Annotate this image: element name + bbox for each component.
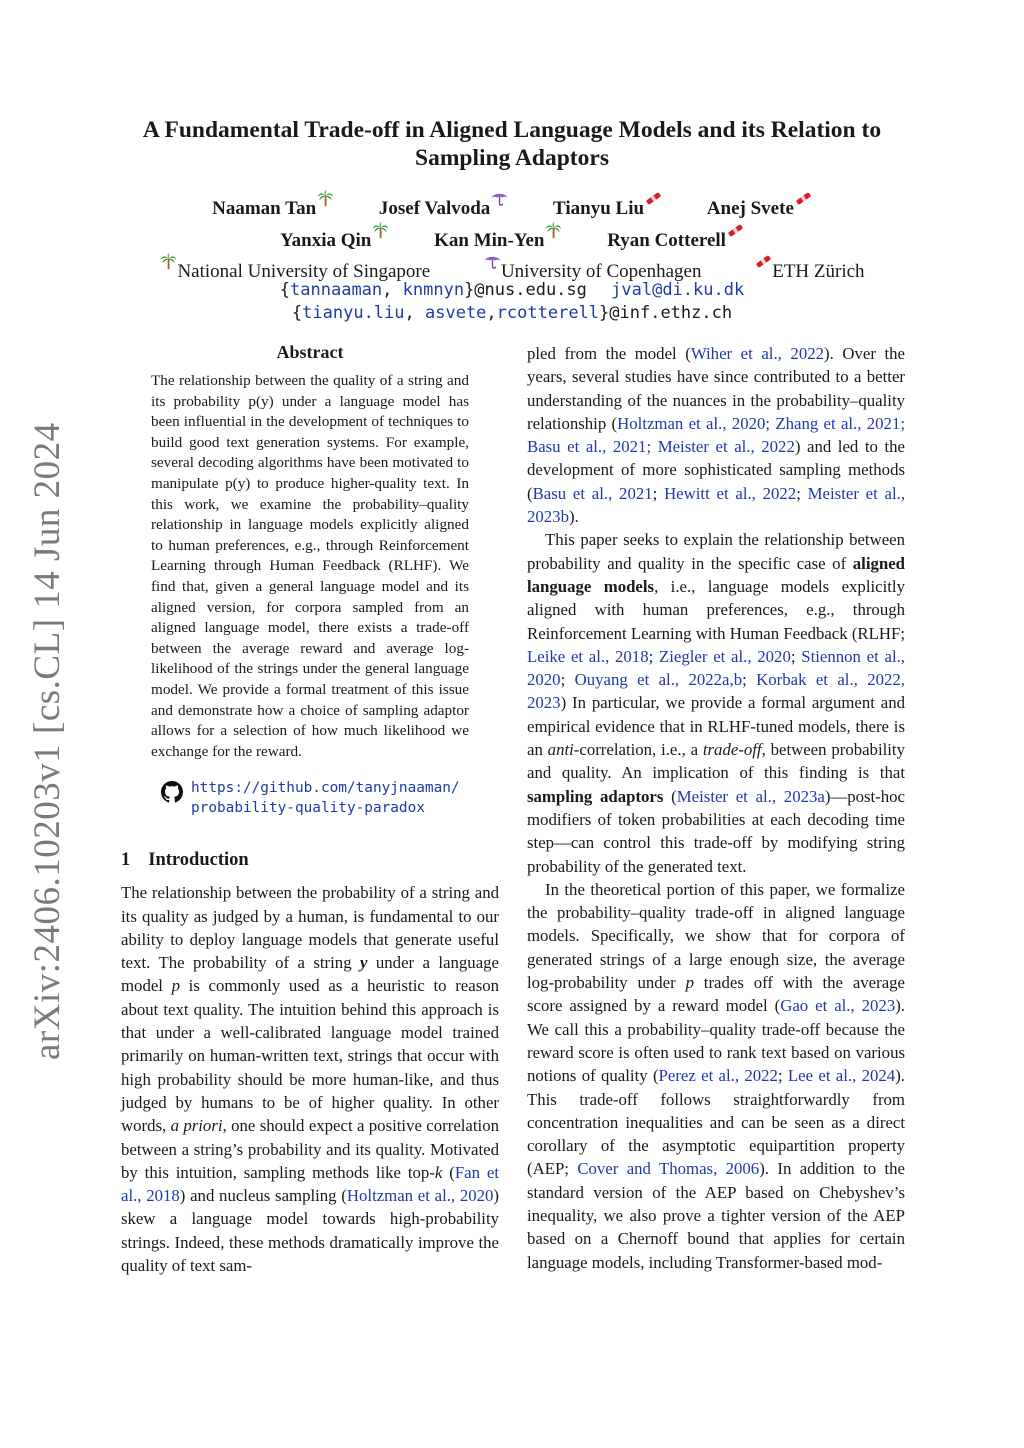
citation-link[interactable]: Leike et al., 2018 <box>527 646 649 666</box>
citation-link[interactable]: Meister et al., 2022 <box>657 437 795 457</box>
email-link[interactable]: asvete <box>425 303 487 323</box>
arxiv-identifier: arXiv:2406.10203v1 [cs.CL] 14 Jun 2024 <box>27 422 68 1060</box>
author: Naaman Tan <box>212 198 334 219</box>
citation-link[interactable]: Meister et al., 2023b <box>527 483 906 527</box>
repo-url-line-2[interactable]: probability-quality-paradox <box>191 800 425 817</box>
right-column <box>527 342 905 1274</box>
affiliation: University of Copenhagen <box>483 261 702 282</box>
citation-link[interactable]: Wiher et al., 2022 <box>690 344 824 363</box>
umbrella-icon <box>491 190 508 207</box>
email-link[interactable]: tannaaman <box>290 280 383 300</box>
email-link[interactable]: rcotterell <box>496 303 600 323</box>
email-link[interactable]: knmnyn <box>402 280 465 300</box>
abstract-heading: Abstract <box>276 342 344 362</box>
citation-link[interactable]: Korbak et al., 2022, 2023 <box>527 670 905 713</box>
author: Anej Svete <box>707 198 812 219</box>
abstract-text: The relationship between the quality of a string and its probability p(y) under a language model has been influential in the development of techniques to build good text generation systems. For example, several decoding algorithms have been motivated to manipulate p(y) to produce higher-quality text. In this work, we examine the probability–quality relationship in language models explicitly aligned to human preferences, e.g., through Reinforcement Learning through Human Feedback (RLHF). We find that, given a general language model and its aligned version, for corpora sampled from an aligned language model, there exists a trade-off between the average reward and average log-likelihood of the strings under the general language model. We provide a formal treatment of this issue and demonstrate how a choice of sampling adaptor allows for a selection of how much likelihood we exchange for the reward. <box>151 372 469 760</box>
emails-row-1: {tannaaman, knmnyn}@nus.edu.sg jval@di.ku.dk <box>279 280 745 300</box>
section-heading-introduction: 1 Introduction <box>121 850 249 871</box>
github-icon <box>161 778 183 803</box>
title-line-1: A Fundamental Trade-off in Aligned Language Models and its Relation to <box>142 117 882 143</box>
author: Tianyu Liu <box>553 198 662 219</box>
title-line-2: Sampling Adaptors <box>415 145 609 171</box>
email-link[interactable]: tianyu.liu <box>302 303 405 323</box>
author: Yanxia Qin <box>280 230 389 251</box>
citation-link[interactable]: Holtzman et al., 2020 <box>346 1186 494 1206</box>
author: Josef Valvoda <box>379 198 508 219</box>
left-column <box>121 340 499 1277</box>
repository-link[interactable] <box>161 778 499 818</box>
citation-link[interactable]: Gao et al., 2023 <box>780 996 896 1016</box>
palm-tree-icon <box>545 222 562 239</box>
paper-title <box>100 116 924 172</box>
intro-paragraph-1: The relationship between the probability of a string and its quality as judged by a human, is fundamental to our ability to deploy language models that generate useful text. The probability of a string y under a language model p is commonly used as a heuristic to reason about text quality. The intuition behind this approach is that under a well-calibrated language model trained primarily on human-written text, strings that occur with high probability should be more human-like, and thus judged by humans to be of higher quality. In other words, a priori, one should expect a positive correlation between a string’s probability and its quality. Motivated by this intuition, sampling methods like top-k (Fan et al., 2018) and nucleus sampling (Holtzman et al., 2020) skew a language model towards high-probability strings. Indeed, these methods dramatically improve the quality of text sam- <box>121 883 500 1276</box>
citation-link[interactable]: Basu et al., 2021 <box>532 483 653 503</box>
email-link[interactable]: jval@di.ku.dk <box>611 280 745 300</box>
palm-tree-icon <box>317 190 334 207</box>
eth-flag-icon <box>755 253 772 270</box>
eth-flag-icon <box>727 222 744 239</box>
umbrella-icon <box>484 253 501 270</box>
citation-link[interactable]: Meister et al., 2023a <box>676 786 825 806</box>
intro-paragraph-2: This paper seeks to explain the relationship between probability and quality in the specific case of aligned language models, i.e., language models explicitly aligned with human preferences, e.g., through Reinforcement Learning with Human Feedback (RLHF; Leike et al., 2018; Ziegler et al., 2020; Stiennon et al., 2020; Ouyang et al., 2022a,b; Korbak et al., 2022, 2023) In particular, we provide a formal argument and empirical evidence that in RLHF-tuned models, there is an anti-correlation, i.e., a trade-off, between probability and quality. An implication of this finding is that sampling adaptors (Meister et al., 2023a)—post-hoc modifiers of token probabilities at each decoding time step—can control this trade-off by modifying string probability of the generated text. <box>527 530 906 876</box>
citation-link[interactable]: Ouyang et al., 2022a,b <box>574 670 743 690</box>
intro-paragraph-1-continued: pled from the model (Wiher et al., 2022). Over the years, several studies have since contributed to a better understanding of the nuances in the probability–quality relationship (Holtzman et al., 2020; Zhang et al., 2021; Basu et al., 2021; Meister et al., 2022) and led to the development of more sophisticated sampling methods (Basu et al., 2021; Hewitt et al., 2022; Meister et al., 2023b). <box>527 344 906 527</box>
citation-link[interactable]: Lee et al., 2024 <box>787 1066 896 1086</box>
affiliation: ETH Zürich <box>754 261 864 282</box>
eth-flag-icon <box>795 190 812 207</box>
emails-row-2: {tianyu.liu, asvete,rcotterell}@inf.ethz.ch <box>291 303 733 323</box>
citation-link[interactable]: Ziegler et al., 2020 <box>659 646 791 666</box>
eth-flag-icon <box>645 190 662 207</box>
repo-url-line-1[interactable]: https://github.com/tanyjnaaman/ <box>191 780 460 797</box>
citation-link[interactable]: Basu et al., 2021 <box>527 437 647 457</box>
citation-link[interactable]: Perez et al., 2022 <box>658 1066 778 1086</box>
affiliation: National University of Singapore <box>159 261 430 282</box>
palm-tree-icon <box>160 253 177 270</box>
author: Ryan Cotterell <box>607 230 744 251</box>
palm-tree-icon <box>372 222 389 239</box>
citation-link[interactable]: Hewitt et al., 2022 <box>664 483 797 503</box>
citation-link[interactable]: Zhang et al., 2021 <box>775 413 901 433</box>
authors-row-1 <box>100 190 924 221</box>
citation-link[interactable]: Cover and Thomas, 2006 <box>577 1159 760 1179</box>
authors-row-2 <box>100 222 924 253</box>
intro-paragraph-3: In the theoretical portion of this paper, we formalize the probability–quality trade-off in aligned language models. Specifically, we show that for corpora of generated strings of a large enough size, the average log-probability under p trades off with the average score assigned by a reward model (Gao et al., 2023). We call this a probability–quality trade-off because the reward score is often used to rank text based on various notions of quality (Perez et al., 2022; Lee et al., 2024). This trade-off follows straightforwardly from concentration inequalities and can be seen as a direct corollary of the asymptotic equipartition property (AEP; Cover and Thomas, 2006). In addition to the standard version of the AEP based on Chebyshev’s inequality, we also prove a tighter version of the AEP based on a Chernoff bound that applies for certain language models, including Transformer-based mod- <box>527 879 906 1272</box>
citation-link[interactable]: Fan et al., 2018 <box>121 1162 499 1206</box>
author: Kan Min-Yen <box>434 230 562 251</box>
citation-link[interactable]: Holtzman et al., 2020 <box>617 413 766 433</box>
citation-link[interactable]: Stiennon et al., 2020 <box>527 646 906 690</box>
